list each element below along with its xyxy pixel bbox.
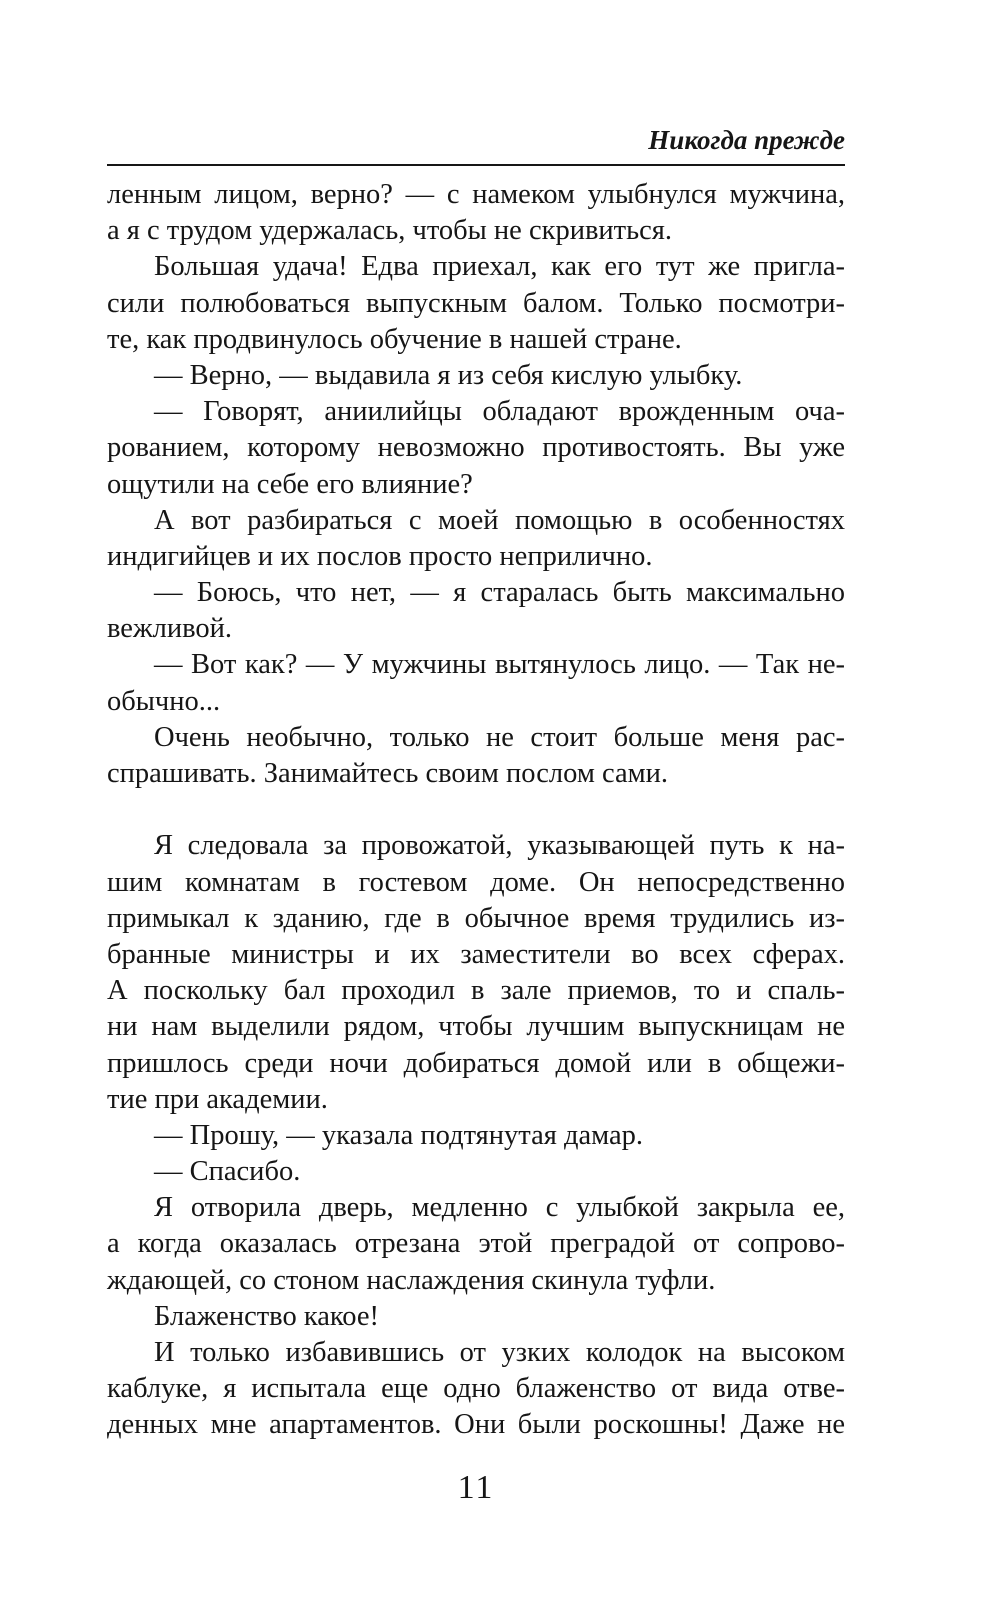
text-line: те, как продвинулось обучение в нашей стране.: [107, 323, 682, 355]
text-line: — Верно, — выдавила я из себя кислую улыбку.: [154, 359, 743, 391]
text-line: а когда оказалась отрезана этой преградой от сопрово-: [107, 1228, 845, 1260]
text-line: А вот разбираться с моей помощью в особенностях: [154, 504, 845, 536]
text-line: обычно...: [107, 685, 221, 717]
text-line: Блаженство какое!: [154, 1300, 380, 1332]
text-line: сили полюбоваться выпускным балом. Только посмотри-: [107, 287, 845, 319]
text-line: ни нам выделили рядом, чтобы лучшим выпускницам не: [107, 1011, 845, 1043]
text-line: Я следовала за провожатой, указывающей путь к на-: [154, 830, 845, 862]
section-break: [107, 792, 845, 828]
text-line: индигийцев и их послов просто неприлично.: [107, 540, 653, 572]
text-line: ощутили на себе его влияние?: [107, 468, 473, 500]
text-line: — Спасибо.: [154, 1156, 301, 1188]
text-line: шим комнатам в гостевом доме. Он непосредственно: [107, 866, 845, 898]
text-line: рованием, которому невозможно противостоять. Вы уже: [107, 432, 845, 464]
text-line: Большая удача! Едва приехал, как его тут же пригла-: [154, 251, 845, 283]
text-line: Очень необычно, только не стоит больше меня рас-: [154, 721, 845, 753]
header-rule: [107, 164, 845, 166]
text-line: Я отворила дверь, медленно с улыбкой закрыла ее,: [154, 1192, 845, 1224]
running-header: Никогда прежде: [648, 125, 845, 155]
text-line: — Говорят, аниилийцы обладают врожденным оча-: [154, 396, 845, 428]
text-line: — Боюсь, что нет, — я старалась быть максимально: [154, 577, 845, 609]
text-line: каблуке, я испытала еще одно блаженство от вида отве-: [107, 1373, 845, 1405]
text-line: денных мне апартаментов. Они были роскошны! Даже не: [107, 1409, 845, 1441]
text-line: бранные министры и их заместители во всех сферах.: [107, 938, 845, 970]
text-line: А поскольку бал проходил в зале приемов, то и спаль-: [107, 975, 845, 1007]
text-line: И только избавившись от узких колодок на высоком: [154, 1337, 845, 1368]
body-text: [107, 177, 845, 1444]
text-line: а я с трудом удержалась, чтобы не скривиться.: [107, 215, 673, 247]
text-line: спрашивать. Занимайтесь своим послом сами.: [107, 758, 669, 789]
text-line: ждающей, со стоном наслаждения скинула туфли.: [107, 1264, 716, 1296]
text-line: — Прошу, — указала подтянутая дамар.: [154, 1119, 643, 1151]
text-line: — Вот как? — У мужчины вытянулось лицо. — Так не-: [154, 649, 845, 681]
text-line: вежливой.: [107, 613, 232, 645]
text-line: примыкал к зданию, где в обычное время трудились из-: [107, 902, 845, 934]
text-line: пришлось среди ночи добираться домой или в общежи-: [107, 1047, 845, 1079]
text-line: тие при академии.: [107, 1083, 328, 1115]
text-line: ленным лицом, верно? — с намеком улыбнулся мужчина,: [107, 179, 845, 210]
page-number: 11: [457, 1469, 495, 1506]
